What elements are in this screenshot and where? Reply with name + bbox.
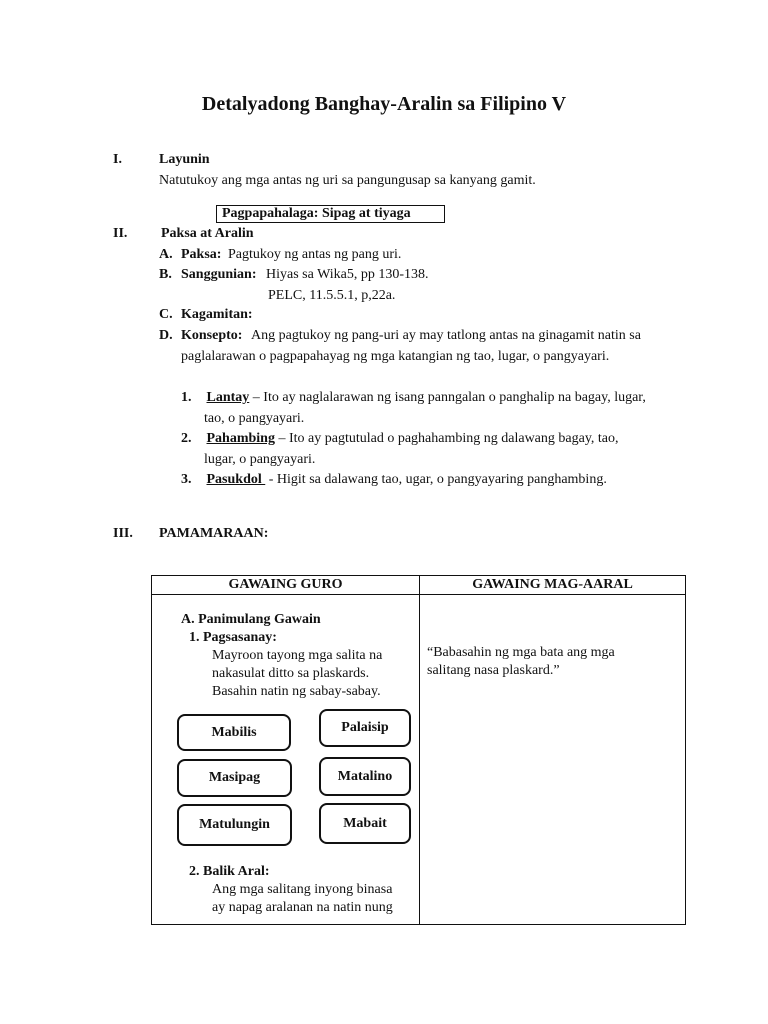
document-title: Detalyadong Banghay-Aralin sa Filipino V	[201, 93, 567, 115]
flashcard-matulungin: Matulungin	[177, 804, 292, 846]
section-1-heading: Layunin	[159, 152, 210, 167]
list-item-term: Pasukdol	[206, 472, 266, 487]
list-item-number: 3.	[181, 472, 192, 487]
item-d-text-1: Ang pagtukoy ng pang-uri ay may tatlong antas na ginagamit natin sa	[251, 328, 641, 343]
list-item-continuation: lugar, o pangyayari.	[204, 452, 316, 467]
drill-line: Basahin natin ng sabay-sabay.	[212, 684, 381, 699]
list-item-number: 2.	[181, 431, 192, 446]
section-1-number: I.	[113, 152, 122, 167]
item-b-letter: B.	[159, 267, 172, 282]
section-1-text: Natutukoy ang mga antas ng uri sa pangungusap sa kanyang gamit.	[159, 173, 536, 188]
section-2-number: II.	[113, 226, 128, 241]
student-response-line: salitang nasa plaskard.”	[427, 663, 560, 678]
item-a-text: Pagtukoy ng antas ng pang uri.	[228, 247, 402, 262]
flashcard-matalino: Matalino	[319, 757, 411, 796]
list-item	[181, 388, 646, 408]
teacher-activity-cell	[152, 595, 420, 925]
activity-heading: A. Panimulang Gawain	[181, 612, 321, 627]
review-line: ay napag aralanan na natin nung	[212, 900, 393, 915]
list-item	[181, 470, 607, 490]
drill-line: Mayroon tayong mga salita na	[212, 648, 383, 663]
section-2-heading: Paksa at Aralin	[161, 226, 254, 241]
item-c-letter: C.	[159, 307, 173, 322]
flashcard-masipag: Masipag	[177, 759, 292, 797]
list-item-text: - Higit sa dalawang tao, ugar, o pangyayaring panghambing.	[265, 472, 607, 487]
value-box-text: Pagpapahalaga: Sipag at tiyaga	[222, 206, 411, 221]
list-item-continuation: tao, o pangyayari.	[204, 411, 305, 426]
student-response-line: “Babasahin ng mga bata ang mga	[427, 645, 615, 660]
list-item-text: – Ito ay naglalarawan ng isang panngalan o panghalip na bagay, lugar,	[249, 390, 646, 405]
section-3-heading: PAMAMARAAN:	[159, 526, 269, 541]
review-label: 2. Balik Aral:	[189, 864, 270, 879]
item-b-text-1: Hiyas sa Wika5, pp 130-138.	[266, 267, 429, 282]
item-d-label: Konsepto:	[181, 328, 243, 343]
drill-label: 1. Pagsasanay:	[189, 630, 277, 645]
item-d-text-2: paglalarawan o pagpapahayag ng mga katangian ng tao, lugar, o pangyayari.	[181, 349, 610, 364]
column-header-students: GAWAING MAG-AARAL	[420, 576, 686, 595]
list-item-term: Lantay	[206, 390, 250, 405]
list-item	[181, 429, 619, 449]
item-c-label: Kagamitan:	[181, 307, 253, 322]
item-b-label: Sanggunian:	[181, 267, 257, 282]
flashcard-palaisip: Palaisip	[319, 709, 411, 747]
review-line: Ang mga salitang inyong binasa	[212, 882, 393, 897]
item-a-letter: A.	[159, 247, 173, 262]
column-header-teacher: GAWAING GURO	[152, 576, 420, 595]
item-a-label: Paksa:	[181, 247, 222, 262]
list-item-term: Pahambing	[206, 431, 275, 446]
flashcard-mabait: Mabait	[319, 803, 411, 844]
list-item-text: – Ito ay pagtutulad o paghahambing ng dalawang bagay, tao,	[274, 431, 619, 446]
section-3-number: III.	[113, 526, 133, 541]
drill-line: nakasulat ditto sa plaskards.	[212, 666, 370, 681]
item-b-text-2: PELC, 11.5.5.1, p,22a.	[268, 288, 396, 303]
list-item-number: 1.	[181, 390, 192, 405]
flashcard-mabilis: Mabilis	[177, 714, 291, 751]
item-d-letter: D.	[159, 328, 173, 343]
procedure-table	[151, 575, 686, 925]
student-activity-cell	[420, 595, 686, 925]
